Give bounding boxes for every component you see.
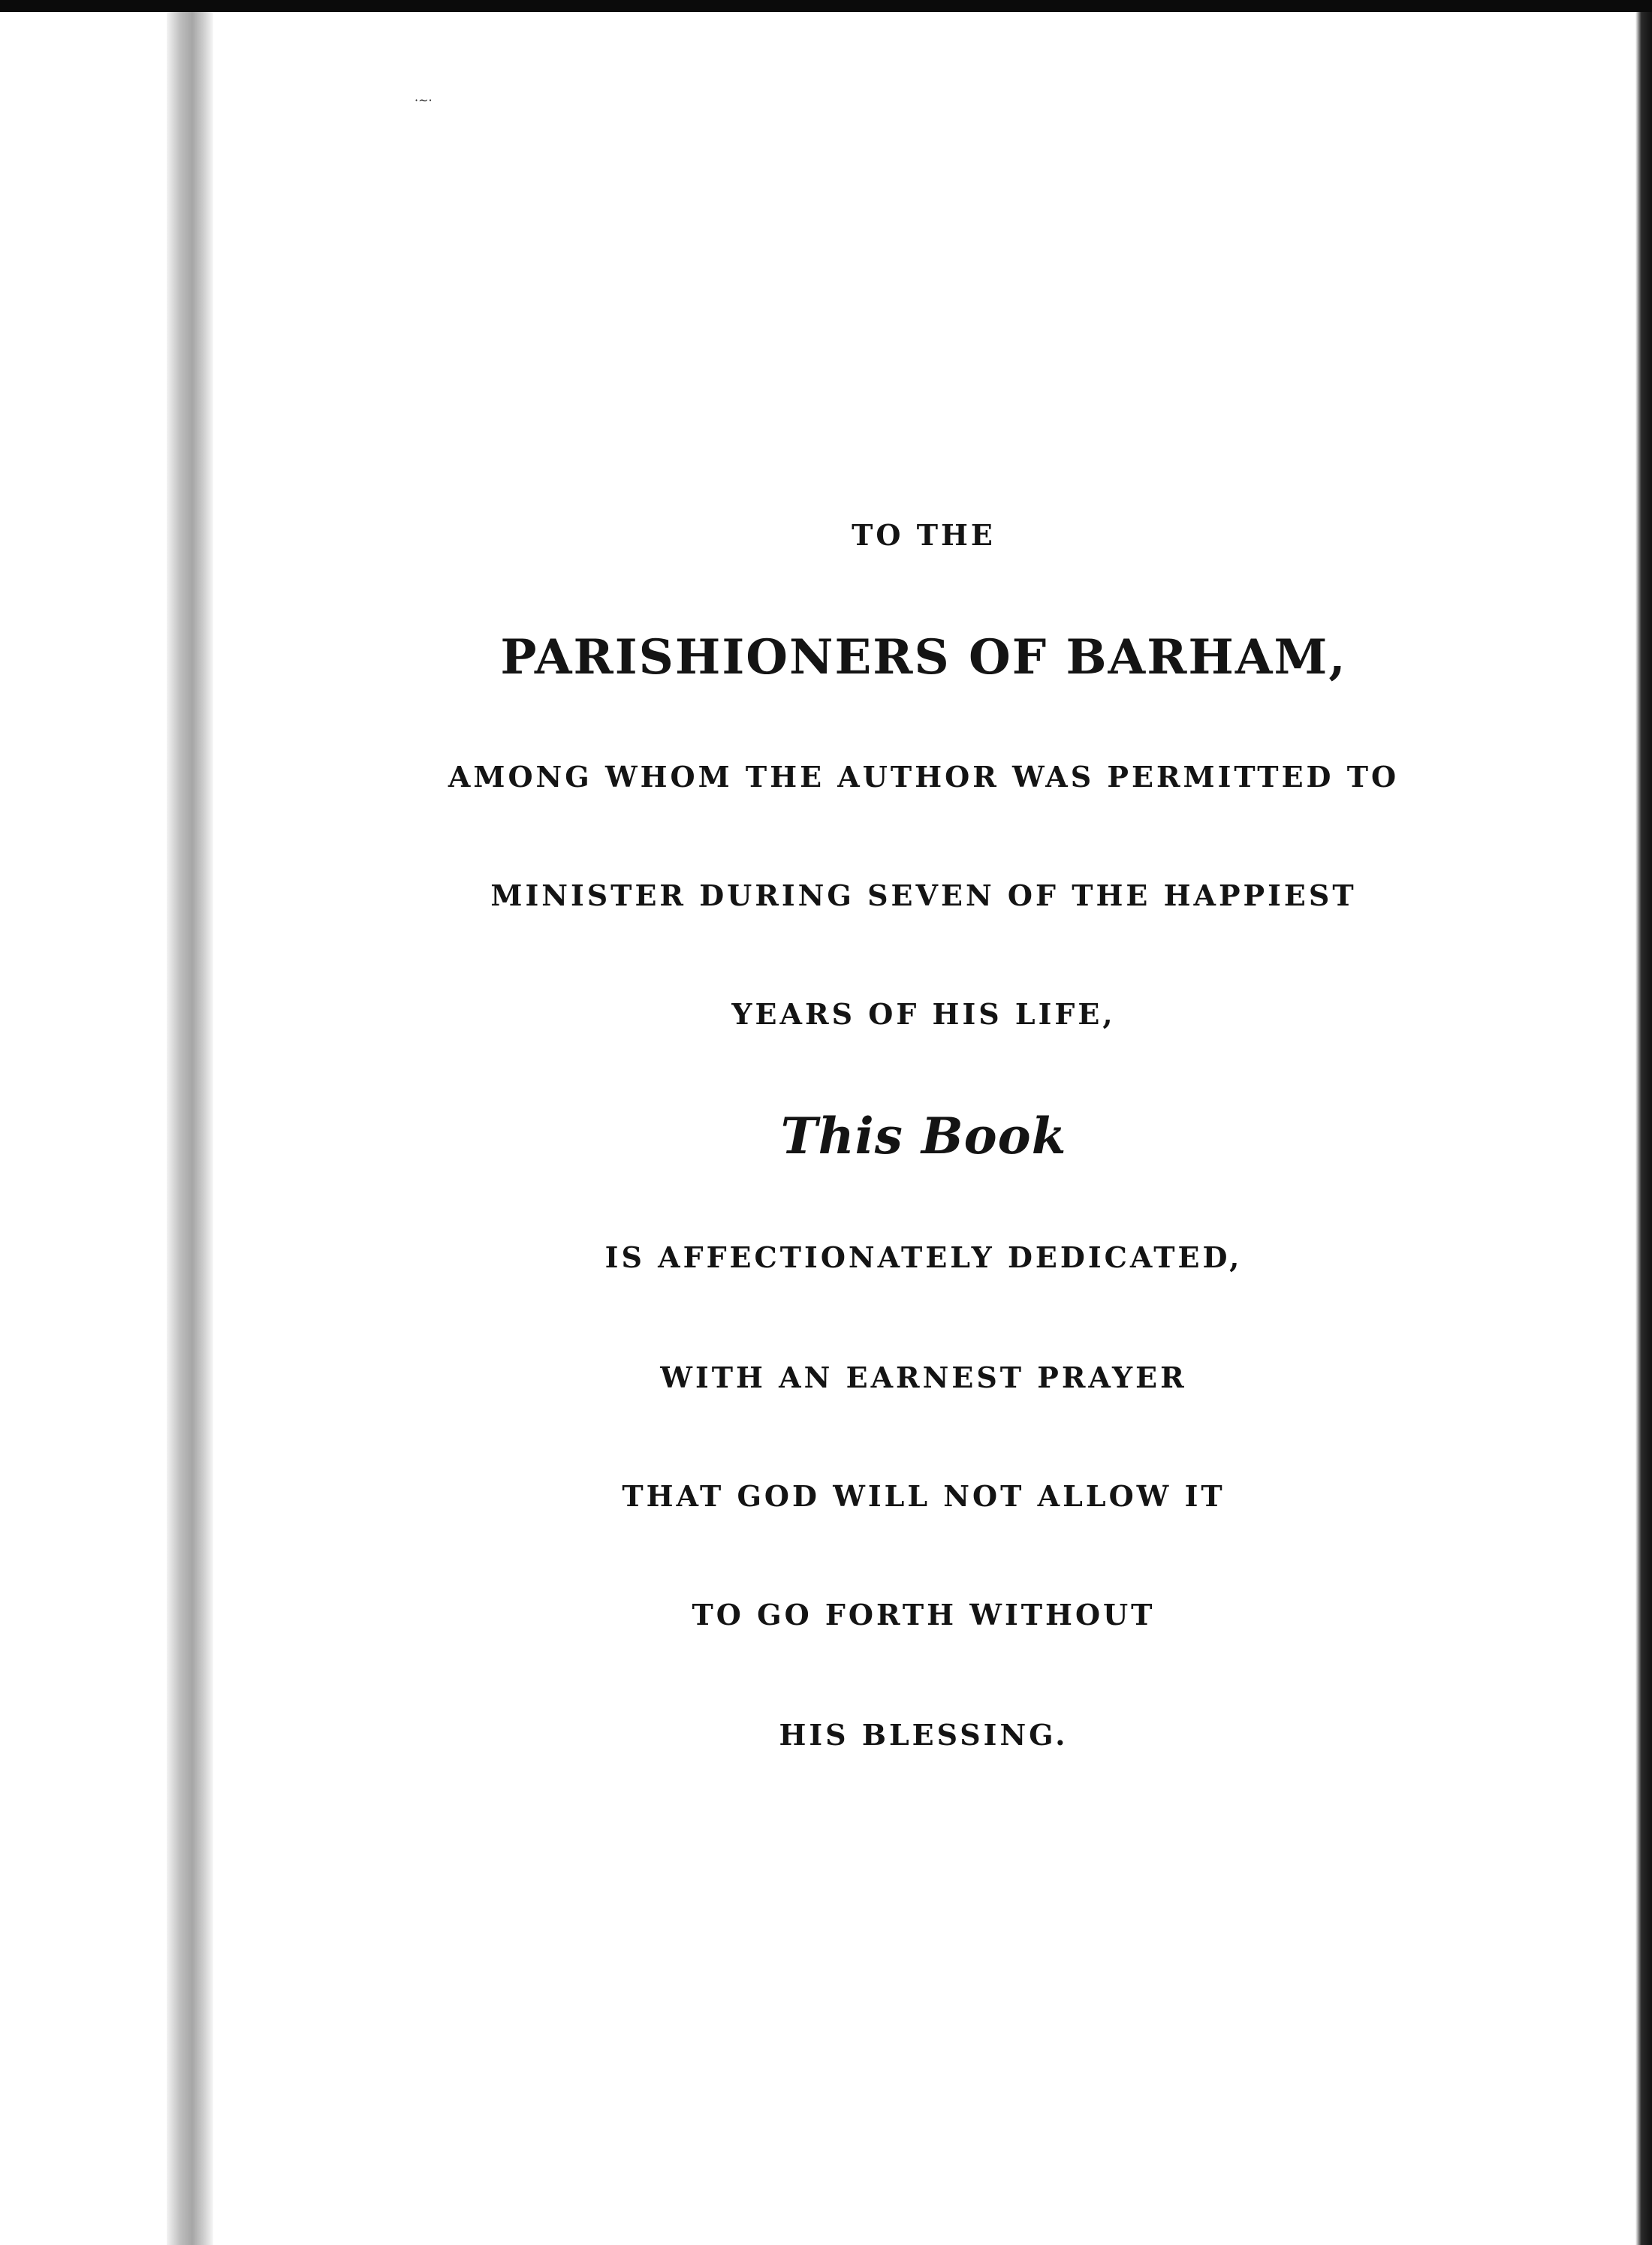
dedication-line-dedicated: IS AFFECTIONATELY DEDICATED, [604, 1240, 1243, 1274]
ink-speck-icon: ·~· [415, 93, 433, 107]
dedication-line-to-the: TO THE [852, 518, 996, 552]
dedication-title-parishioners: PARISHIONERS OF BARHAM, [500, 629, 1347, 686]
dedication-line-years: YEARS OF HIS LIFE, [731, 997, 1116, 1031]
dedication-line-prayer: WITH AN EARNEST PRAYER [660, 1361, 1187, 1394]
dedication-line-allow: THAT GOD WILL NOT ALLOW IT [622, 1479, 1225, 1513]
dedication-this-book: This Book [780, 1107, 1067, 1165]
dedication-line-among: AMONG WHOM THE AUTHOR WAS PERMITTED TO [448, 760, 1400, 794]
binding-gutter [167, 12, 213, 2245]
scan-right-edge [1635, 12, 1652, 2245]
dedication-line-blessing: HIS BLESSING. [779, 1718, 1069, 1752]
dedication-line-minister: MINISTER DURING SEVEN OF THE HAPPIEST [490, 878, 1357, 912]
scan-top-edge [0, 0, 1652, 12]
dedication-line-forth: TO GO FORTH WITHOUT [692, 1598, 1156, 1632]
